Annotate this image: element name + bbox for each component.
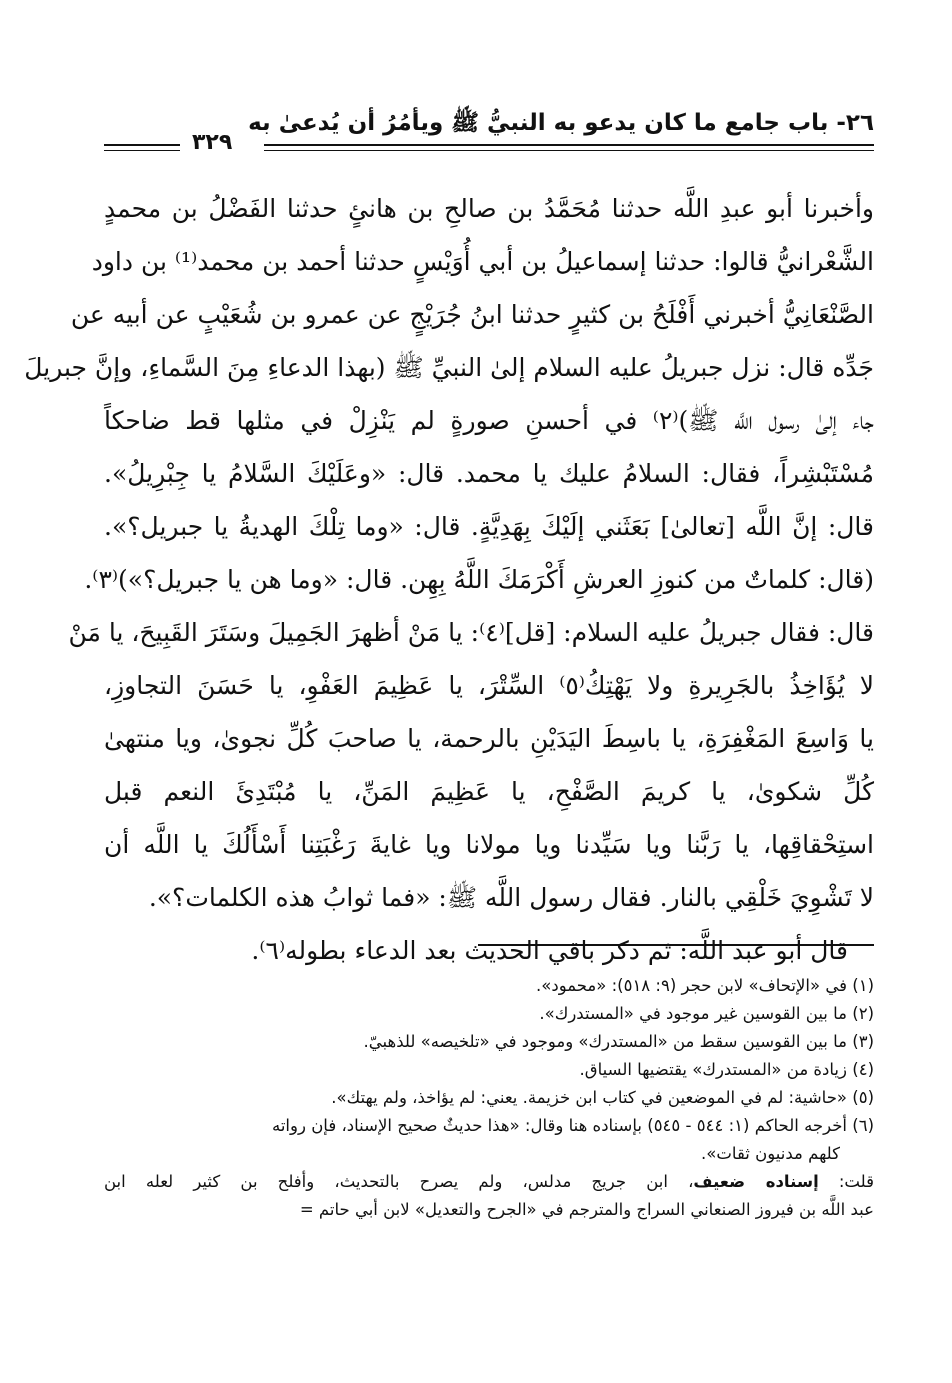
text-line: يا وَاسِعَ المَغْفِرَةِ، يا باسِطَ اليَدَيْنِ بالرحمة، يا صاحبَ كُلِّ نجوىٰ، ويا منتهىٰ bbox=[104, 724, 874, 753]
page-header bbox=[104, 108, 874, 154]
footnote-separator bbox=[478, 944, 874, 946]
header-rule bbox=[264, 144, 874, 146]
page-number-rule bbox=[104, 144, 180, 146]
footnote: (٣) ما بين القوسين سقط من «المستدرك» وموجود في «تلخيصه» للذهبيّ. bbox=[363, 1032, 874, 1051]
chapter-title: ٢٦- باب جامع ما كان يدعو به النبيُّ ﷺ ويأمُرُ أن يُدعىٰ به bbox=[248, 110, 874, 136]
text-line: وأخبرنا أبو عبدِ اللَّه حدثنا مُحَمَّدُ بن صالحِ بن هانئٍ حدثنا الفَضْلُ بن محمدٍ bbox=[104, 194, 874, 223]
page-number: ٣٢٩ bbox=[192, 130, 233, 155]
main-text bbox=[24, 182, 874, 977]
footnote: (١) في «الإتحاف» لابن حجر (٩: ٥١٨): «محمود». bbox=[536, 976, 874, 995]
editor-note bbox=[104, 1168, 874, 1196]
text-line: لا تَشْوِيَ خَلْقِي بالنار. فقال رسول اللَّه ﷺ: «فما ثوابُ هذه الكلمات؟». bbox=[148, 883, 874, 912]
editor-note-verdict: إسناده ضعيف bbox=[693, 1172, 819, 1191]
text-line: جاء إلىٰ رسول اللَّه ﷺ)⁽٢⁾ في أحسنِ صورةٍ لم يَنْزِلْ في مثلها قط ضاحكاً bbox=[104, 406, 874, 435]
footnote: (٥) «حاشية: لم في الموضعين في كتاب ابن خزيمة. يعني: لم يؤاخذ، ولم يهتك». bbox=[331, 1088, 874, 1107]
text-line: الصَّنْعَانِيُّ أخبرني أَفْلَحُ بن كثيرٍ حدثنا ابنُ جُرَيْجٍ عن عمرو بن شُعَيْبٍ عن أبيه عن bbox=[70, 300, 874, 329]
text-line: استِحْقاقِها، يا رَبَّنا ويا سَيِّدنا ويا مولانا ويا غايةَ رَغْبَتِنا أَسْأَلُكَ يا اللَّه أن bbox=[104, 830, 874, 859]
text-line: الشَّعْرانيُّ قالوا: حدثنا إسماعيلُ بن أبي أُوَيْسٍ حدثنا أحمد بن محمد⁽¹⁾ بن داود bbox=[91, 247, 874, 276]
editor-note-line: عبد اللَّه بن فيروز الصنعاني السراج والمترجم في «الجرح والتعديل» لابن أبي حاتم = bbox=[299, 1200, 874, 1219]
text-line: جَدِّه قال: نزل جبريلُ عليه السلام إلىٰ النبيِّ ﷺ (بهذا الدعاءِ مِنَ السَّماءِ، وإنَّ جبريلَ bbox=[24, 353, 874, 382]
text-line: (قال: كلماتٌ من كنوزِ العرشِ أَكْرَمَكَ اللَّهُ بِهِن. قال: «وما هن يا جبريل؟»)⁽٣⁾. bbox=[84, 565, 874, 594]
text-line: كُلِّ شكوىٰ، يا كريمَ الصَّفْحِ، يا عَظِيمَ المَنِّ، يا مُبْتَدِئَ النعم قبل bbox=[104, 777, 874, 806]
editor-note-text: ، ابن جريج مدلس، ولم يصرح بالتحديث، وأفلح بن كثير لعله ابن bbox=[104, 1172, 694, 1191]
text-line: قال: إنَّ اللَّه [تعالىٰ] بَعَثَني إلَيْكَ بِهَدِيَّةٍ. قال: «وما تِلْكَ الهديةُ يا جبريل؟». bbox=[104, 512, 874, 541]
text-line: قال: فقال جبريلُ عليه السلام: [قل]⁽٤⁾: يا مَنْ أظهرَ الجَمِيلَ وسَتَرَ القَبِيحَ، يا مَنْ bbox=[68, 618, 874, 647]
footnote: (٦) أخرجه الحاكم (١: ٥٤٤ - ٥٤٥) بإسناده هنا وقال: «هذا حديثٌ صحيح الإسناد، فإن رواته bbox=[271, 1116, 874, 1135]
header-rule-thin bbox=[264, 150, 874, 151]
footnote: (٤) زيادة من «المستدرك» يقتضيها السياق. bbox=[579, 1060, 874, 1079]
text-line: لا يُؤَاخِذُ بالجَرِيرةِ ولا يَهْتِكُ⁽٥⁾ السِّتْرَ، يا عَظِيمَ العَفْوِ، يا حَسَنَ التجاوزِ، bbox=[104, 671, 874, 700]
editor-note-prefix: قلت: bbox=[818, 1172, 874, 1191]
footnotes bbox=[104, 972, 874, 1224]
closing-line: قال أبو عبد اللَّه: ثم ذكر باقي الحديث بعد الدعاء بطوله⁽٦⁾. bbox=[251, 936, 848, 965]
footnote: (٢) ما بين القوسين غير موجود في «المستدرك». bbox=[539, 1004, 874, 1023]
page-number-rule-thin bbox=[104, 150, 180, 151]
text-line: مُسْتَبْشِراً، فقال: السلامُ عليك يا محمد. قال: «وعَلَيْكَ السَّلامُ يا جِبْرِيلُ». bbox=[104, 459, 874, 488]
footnote-continuation: كلهم مدنيون ثقات». bbox=[701, 1144, 840, 1163]
